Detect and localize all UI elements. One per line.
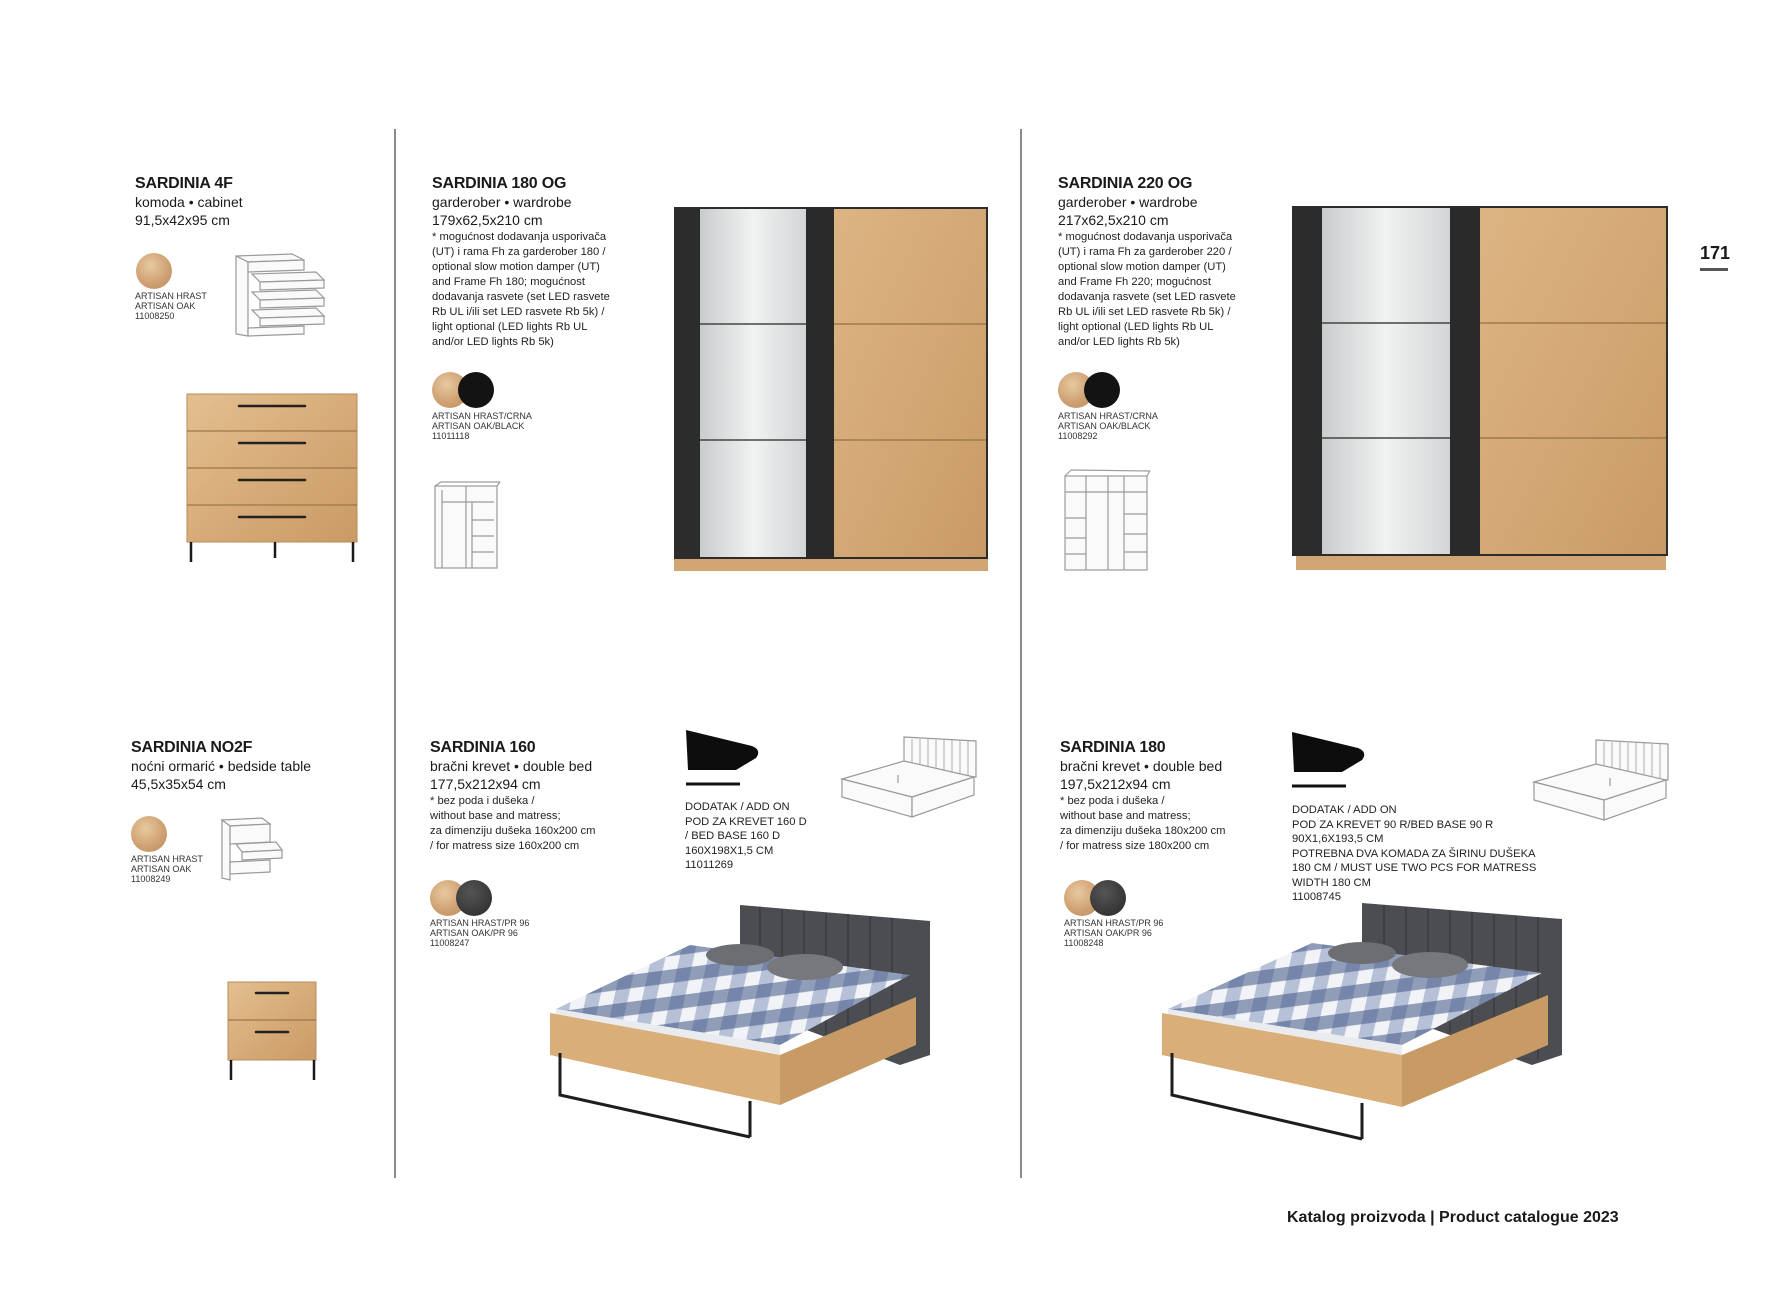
note-line: light optional (LED lights Rb UL — [432, 321, 588, 333]
finish-line: 11008248 — [1064, 938, 1104, 948]
bed-base-addon-image — [682, 726, 766, 788]
product-sardinia-4f — [135, 174, 243, 229]
finish-info — [1058, 411, 1158, 441]
black-swatch — [1084, 372, 1120, 408]
product-subtitle: bračni krevet • double bed — [1060, 758, 1223, 774]
product-title: SARDINIA 220 OG — [1058, 175, 1193, 192]
finish-line: ARTISAN OAK/PR 96 — [430, 928, 518, 938]
note-line: dodavanja rasvete (set LED rasvete — [432, 291, 610, 303]
note-line: optional slow motion damper (UT) — [432, 261, 600, 273]
note-line: / for matress size 180x200 cm — [1060, 840, 1210, 852]
note-line: * bez poda i dušeka / — [430, 795, 535, 807]
product-sardinia-180-og — [432, 174, 610, 350]
pr96-swatch — [456, 880, 492, 916]
note-line: and Frame Fh 180; mogućnost — [432, 276, 585, 288]
note-line: (UT) i rama Fh za garderober 180 / — [432, 246, 606, 258]
addon-line: POD ZA KREVET 160 D — [685, 815, 807, 828]
black-swatch — [458, 372, 494, 408]
oak-swatch — [136, 253, 172, 289]
product-dimensions: 45,5x35x54 cm — [131, 776, 226, 792]
note-line: Rb UL i/ili set LED rasvete Rb 5k) / — [1058, 306, 1231, 318]
note-line: optional slow motion damper (UT) — [1058, 261, 1226, 273]
product-sardinia-180 — [1060, 738, 1225, 854]
pr96-swatch — [1090, 880, 1126, 916]
addon-line: POD ZA KREVET 90 R/BED BASE 90 R — [1292, 818, 1494, 831]
page-number-underline — [1700, 268, 1728, 271]
product-dimensions: 197,5x212x94 cm — [1060, 776, 1171, 792]
note-line: dodavanja rasvete (set LED rasvete — [1058, 291, 1236, 303]
page-number: 171 — [1700, 243, 1731, 263]
product-title: SARDINIA 160 — [430, 739, 536, 756]
bed-schematic-image — [838, 733, 980, 823]
cabinet-schematic-image — [232, 250, 328, 338]
addon-line: 160X198X1,5 CM — [685, 844, 774, 857]
finish-line: ARTISAN HRAST/PR 96 — [1064, 918, 1164, 928]
note-line: and Frame Fh 220; mogućnost — [1058, 276, 1211, 288]
product-subtitle: garderober • wardrobe — [1058, 194, 1198, 210]
bed-160-photo — [550, 905, 940, 1141]
note-line: / for matress size 160x200 cm — [430, 840, 580, 852]
addon-line: 11011269 — [685, 859, 734, 871]
finish-info — [430, 918, 529, 948]
cabinet-photo — [185, 392, 361, 568]
bedside-photo — [226, 980, 320, 1086]
bed-schematic-image — [1530, 736, 1672, 826]
note-line: * mogućnost dodavanja usporivača — [432, 231, 607, 243]
product-sardinia-160 — [430, 738, 595, 854]
finish-line: ARTISAN HRAST/CRNA — [432, 411, 532, 421]
column-divider-right — [1020, 129, 1022, 1178]
note-line: za dimenziju dušeka 180x200 cm — [1060, 825, 1226, 837]
wardrobe-schematic-image — [432, 480, 502, 572]
addon-info — [1292, 803, 1536, 905]
finish-line: ARTISAN OAK/BLACK — [432, 421, 525, 431]
bed-180-photo — [1162, 903, 1572, 1143]
note-line: without base and matress; — [1060, 810, 1191, 822]
finish-info — [432, 411, 532, 441]
bedside-schematic-image — [218, 814, 286, 882]
addon-line: DODATAK / ADD ON — [685, 801, 790, 813]
product-dimensions: 91,5x42x95 cm — [135, 212, 230, 228]
finish-line: ARTISAN OAK — [135, 301, 196, 311]
finish-line: 11008292 — [1058, 431, 1098, 441]
note-line: without base and matress; — [430, 810, 561, 822]
product-sardinia-220-og — [1058, 174, 1236, 350]
finish-line: ARTISAN HRAST/CRNA — [1058, 411, 1158, 421]
finish-line: ARTISAN HRAST/PR 96 — [430, 918, 530, 928]
note-line: and/or LED lights Rb 5k) — [432, 336, 554, 348]
product-title: SARDINIA 180 OG — [432, 175, 567, 192]
product-title: SARDINIA 180 — [1060, 739, 1166, 756]
product-note — [1058, 230, 1236, 350]
finish-line: 11008249 — [131, 874, 171, 884]
finish-line: 11008247 — [430, 938, 470, 948]
addon-line: POTREBNA DVA KOMADA ZA ŠIRINU DUŠEKA — [1292, 847, 1536, 860]
wardrobe-180-photo — [672, 207, 988, 573]
finish-info — [1064, 918, 1163, 948]
bed-base-addon-image — [1288, 728, 1372, 790]
note-line: Rb UL i/ili set LED rasvete Rb 5k) / — [432, 306, 605, 318]
note-line: * bez poda i dušeka / — [1060, 795, 1165, 807]
product-subtitle: bračni krevet • double bed — [430, 758, 593, 774]
finish-line: ARTISAN HRAST — [131, 854, 203, 864]
product-note — [1060, 794, 1225, 854]
addon-line: 11008745 — [1292, 891, 1341, 903]
finish-line: 11011118 — [432, 431, 470, 441]
addon-line: 180 CM / MUST USE TWO PCS FOR MATRESS — [1292, 862, 1537, 874]
finish-line: ARTISAN OAK/PR 96 — [1064, 928, 1152, 938]
addon-line: WIDTH 180 CM — [1292, 876, 1371, 889]
addon-line: / BED BASE 160 D — [685, 830, 781, 842]
finish-info — [135, 291, 207, 321]
product-subtitle: garderober • wardrobe — [432, 194, 572, 210]
product-subtitle: komoda • cabinet — [135, 194, 243, 210]
product-dimensions: 217x62,5x210 cm — [1058, 212, 1169, 228]
addon-info — [685, 800, 807, 873]
product-sardinia-no2f — [131, 738, 311, 793]
finish-line: ARTISAN OAK — [131, 864, 192, 874]
note-line: za dimenziju dušeka 160x200 cm — [430, 825, 596, 837]
product-subtitle: noćni ormarić • bedside table — [131, 758, 311, 774]
note-line: * mogućnost dodavanja usporivača — [1058, 231, 1233, 243]
product-dimensions: 177,5x212x94 cm — [430, 776, 541, 792]
wardrobe-schematic-image — [1062, 468, 1152, 574]
note-line: (UT) i rama Fh za garderober 220 / — [1058, 246, 1232, 258]
note-line: light optional (LED lights Rb UL — [1058, 321, 1214, 333]
product-title: SARDINIA NO2F — [131, 739, 253, 756]
wardrobe-220-photo — [1290, 206, 1670, 572]
catalogue-footer: Katalog proizvoda | Product catalogue 2023 — [1287, 1209, 1619, 1226]
finish-line: ARTISAN HRAST — [135, 291, 207, 301]
finish-line: ARTISAN OAK/BLACK — [1058, 421, 1151, 431]
product-note — [432, 230, 610, 350]
product-note — [430, 794, 595, 854]
column-divider-left — [394, 129, 396, 1178]
finish-line: 11008250 — [135, 311, 175, 321]
addon-line: 90X1,6X193,5 CM — [1292, 833, 1384, 845]
product-title: SARDINIA 4F — [135, 175, 233, 192]
addon-line: DODATAK / ADD ON — [1292, 804, 1397, 816]
note-line: and/or LED lights Rb 5k) — [1058, 336, 1180, 348]
finish-info — [131, 854, 203, 884]
oak-swatch — [131, 816, 167, 852]
product-dimensions: 179x62,5x210 cm — [432, 212, 543, 228]
